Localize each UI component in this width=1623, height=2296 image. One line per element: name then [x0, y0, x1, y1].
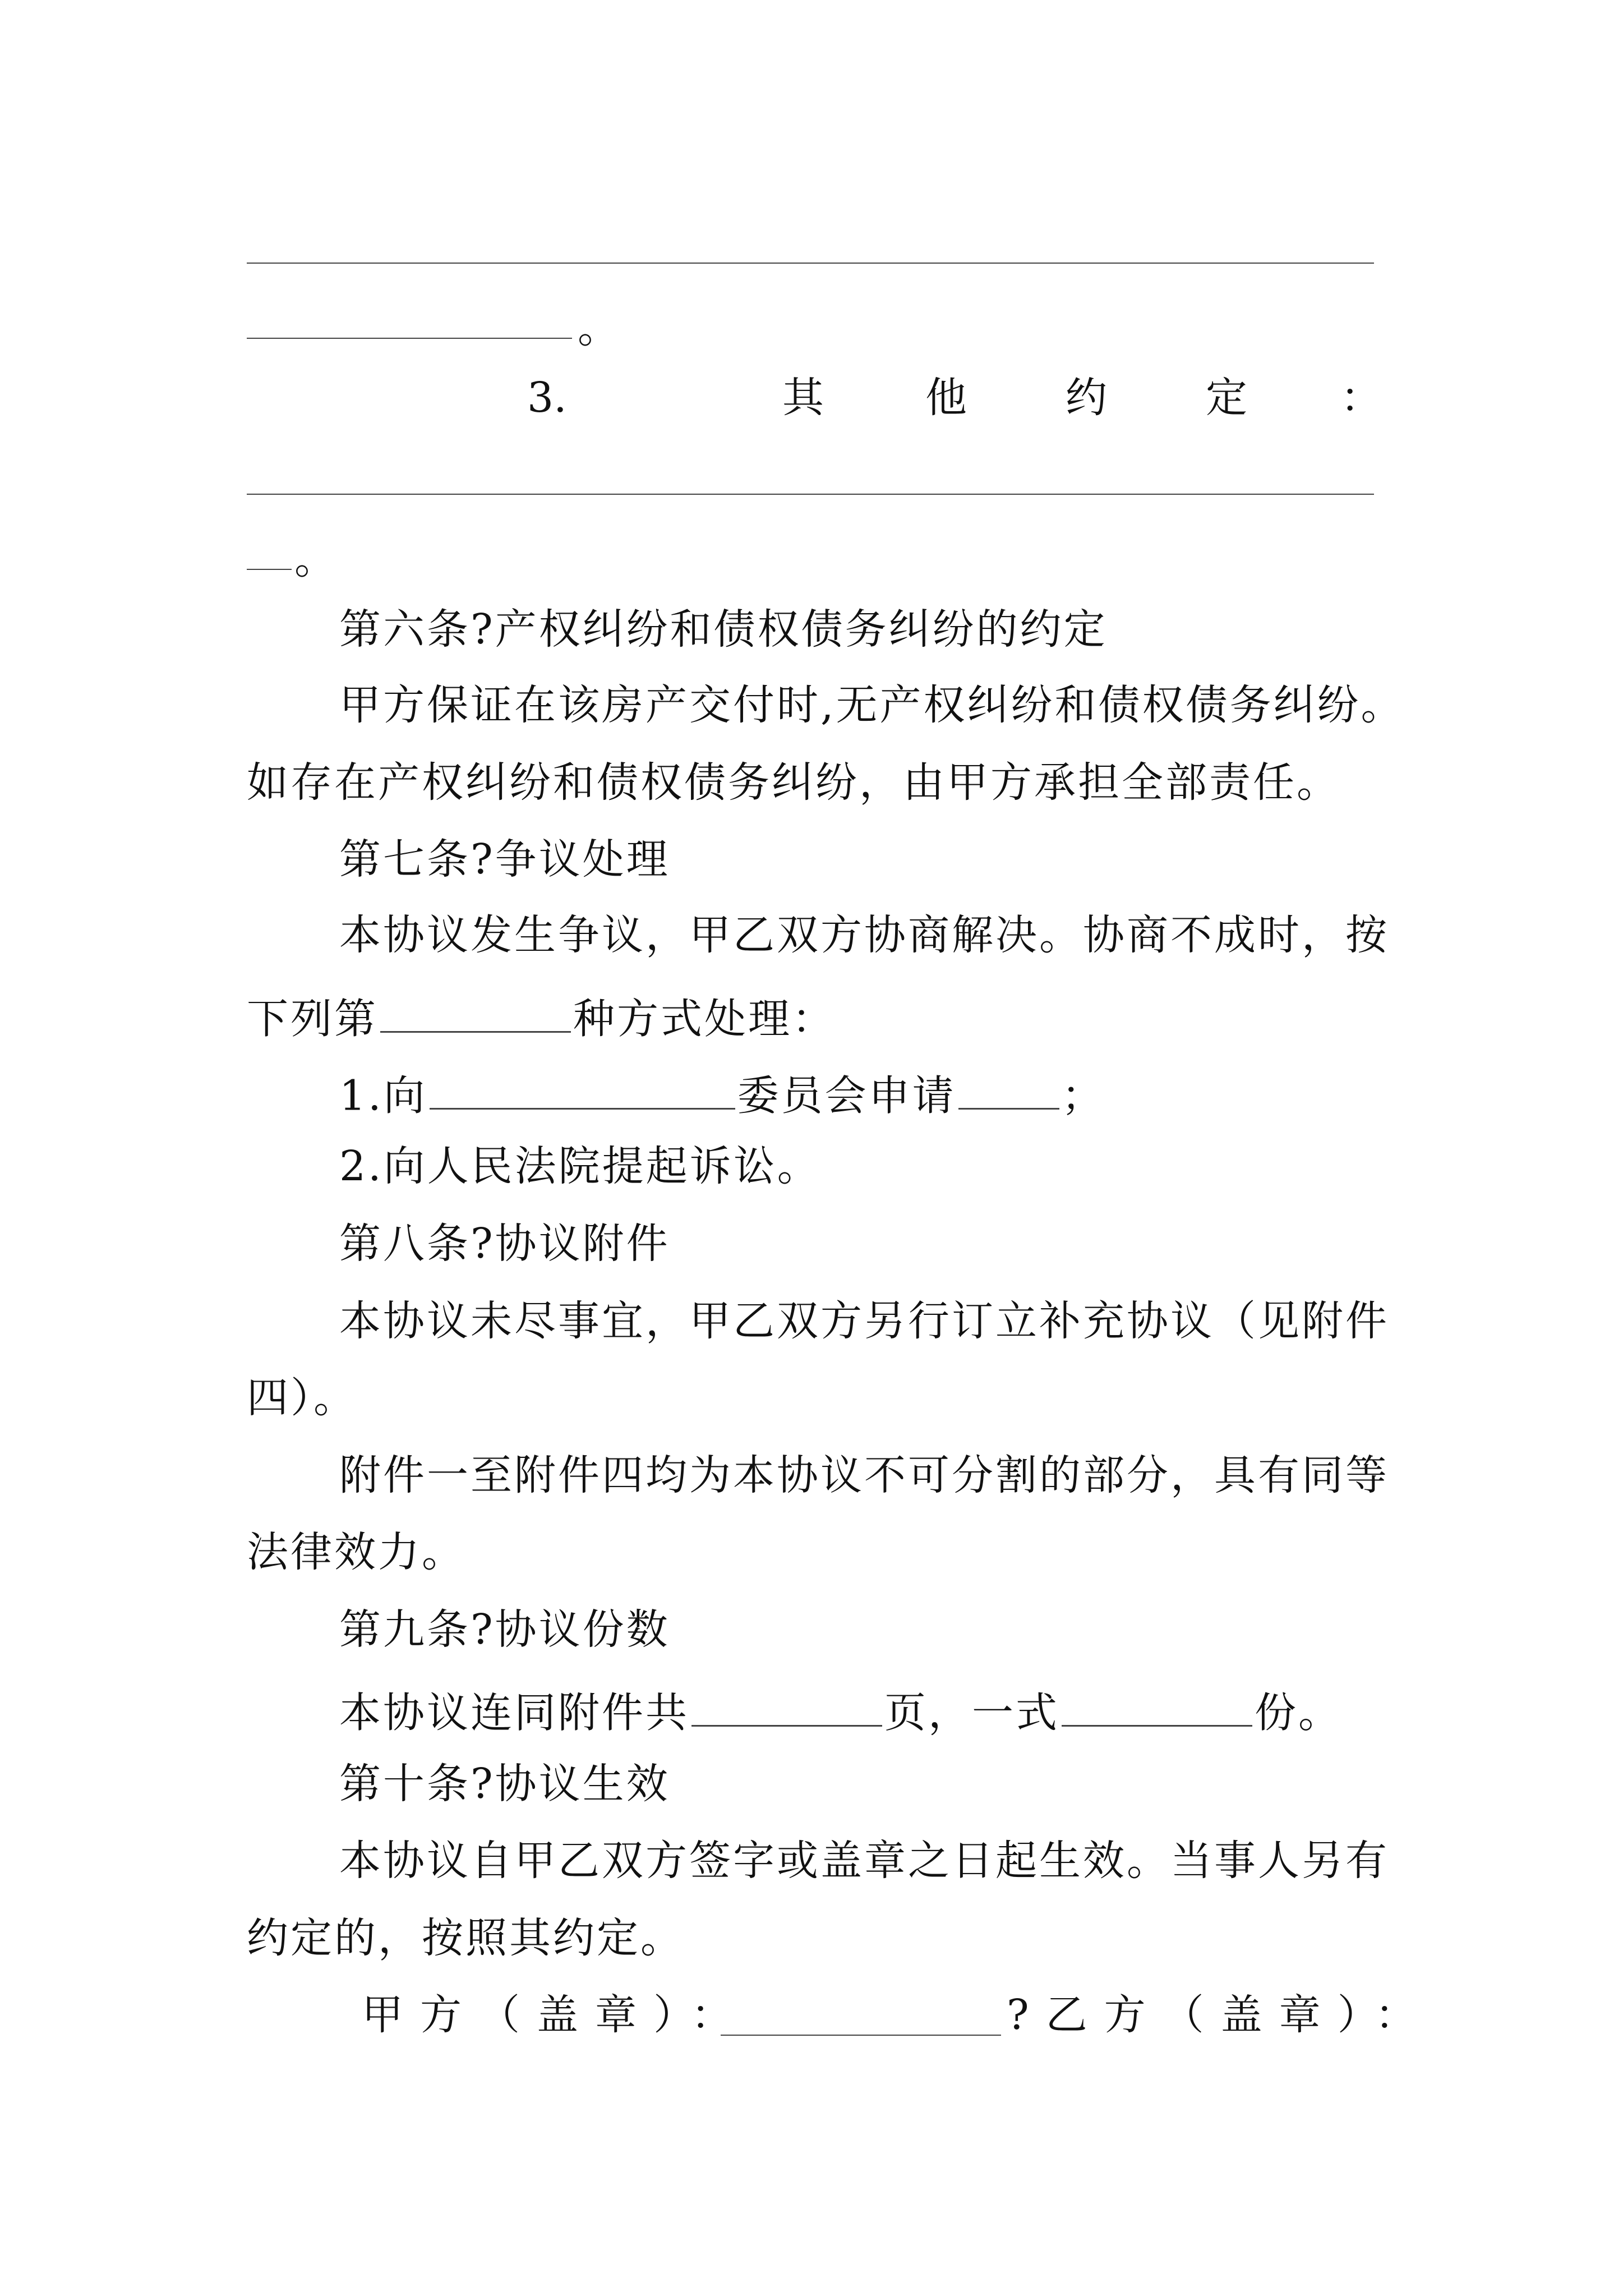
text-span: 下列第: [247, 995, 378, 1043]
clause-3-char: 其: [782, 374, 824, 422]
article-8-paragraph: 附件一至附件四均为本协议不可分割的部分，具有同等: [339, 1451, 1389, 1499]
fill-in-blank-line: [247, 569, 292, 570]
punctuation: 。: [294, 535, 338, 583]
article-7-item-2: 2.向人民法院提起诉讼。: [339, 1142, 821, 1190]
fill-in-blank-line: [247, 263, 1374, 264]
article-8-title: 第八条?协议附件: [339, 1220, 670, 1268]
article-10-title: 第十条?协议生效: [339, 1760, 670, 1808]
text-span: 份。: [1255, 1688, 1342, 1737]
punctuation: 。: [578, 304, 621, 352]
article-6-title: 第六条?产权纠纷和债权债务纠纷的约定: [339, 605, 1108, 654]
fill-in-blank: [691, 1686, 882, 1727]
text-span: 委员会申请: [737, 1071, 956, 1120]
article-6-paragraph: 如存在产权纠纷和债权债务纠纷，由甲方承担全部责任。: [247, 758, 1340, 807]
article-7-item-1: [339, 1069, 1105, 1120]
text-span: 1.向: [339, 1071, 427, 1120]
clause-3-char: 定: [1206, 374, 1247, 422]
fill-in-blank: [1062, 1686, 1252, 1727]
article-7-title: 第七条?争议处理: [339, 835, 670, 884]
article-9-paragraph: [339, 1686, 1342, 1737]
text-span: 本协议连同附件共: [339, 1688, 689, 1737]
article-9-title: 第九条?协议份数: [339, 1605, 670, 1654]
article-8-paragraph: 四）。: [247, 1374, 357, 1422]
fill-in-blank: [380, 992, 571, 1033]
clause-3-colon: ：: [1340, 374, 1382, 422]
text-span: ；: [1061, 1071, 1105, 1120]
article-8-paragraph: 法律效力。: [247, 1528, 465, 1576]
article-10-paragraph: 约定的，按照其约定。: [247, 1914, 684, 1962]
text-span: 种方式处理：: [573, 995, 836, 1043]
clause-3-char: 他: [925, 374, 967, 422]
article-8-paragraph: 本协议未尽事宜，甲乙双方另行订立补充协议（见附件: [339, 1297, 1389, 1345]
fill-in-blank: [430, 1069, 735, 1110]
fill-in-blank-line: [247, 494, 1374, 495]
article-7-paragraph: 本协议发生争议，甲乙双方协商解决。协商不成时，按: [339, 911, 1389, 959]
fill-in-blank-line: [247, 338, 572, 339]
article-7-paragraph: [247, 992, 836, 1043]
clause-3-number: 3.: [527, 374, 567, 422]
signature-blank: [721, 2035, 1001, 2036]
signature-party-a: 甲方（盖章）：: [362, 1991, 749, 2039]
signature-party-b: ?乙方（盖章）：: [1007, 1991, 1433, 2039]
article-10-paragraph: 本协议自甲乙双方签字或盖章之日起生效。当事人另有: [339, 1837, 1389, 1885]
fill-in-blank: [958, 1069, 1059, 1110]
text-span: 页，一式: [884, 1688, 1059, 1737]
clause-3-char: 约: [1066, 374, 1107, 422]
article-6-paragraph: 甲方保证在该房产交付时,无产权纠纷和债权债务纠纷。: [339, 681, 1405, 729]
